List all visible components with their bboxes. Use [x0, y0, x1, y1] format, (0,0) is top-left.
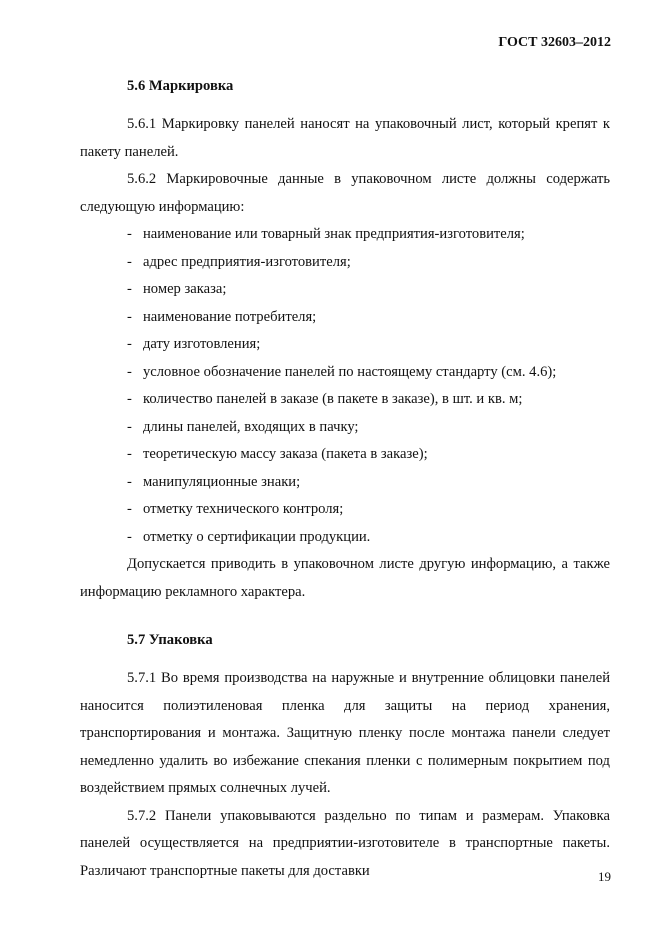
list-dash: - — [127, 253, 132, 270]
page-number: 19 — [598, 869, 611, 884]
clause-5-6-note: Допускается приводить в упаковочном листе другую информацию, а также информацию рекламного характера. — [80, 556, 610, 600]
clause-5-6-1: 5.6.1 Маркировку панелей наносят на упаковочный лист, который крепят к пакету панелей. — [80, 116, 610, 160]
list-item-text: номер заказа; — [143, 281, 227, 297]
clause-5-7-2: 5.7.2 Панели упаковываются раздельно по типам и размерам. Упаковка панелей осуществляется на предприятии-изготовителе в транспортные пакеты. Различают транспортные пакеты для доставки — [80, 807, 610, 879]
list-item — [80, 469, 610, 497]
list-item-text: количество панелей в заказе (в пакете в заказе), в шт. и кв. м; — [143, 391, 523, 407]
list-dash: - — [127, 391, 132, 407]
list-dash: - — [127, 528, 132, 545]
clause-5-7-1: 5.7.1 Во время производства на наружные и внутренние облицовки панелей наносится полиэтиленовая пленка для защиты на период хранения, транспортирования и монтажа. Защитную пленку после монтажа панели следует немедленно удалить во избежание спекания пленки с полимерным покрытием под воздействием прямых солнечных лучей. — [80, 670, 610, 796]
list-item-text: отметку о сертификации продукции. — [143, 528, 371, 545]
page-content — [80, 70, 610, 885]
list-item-text: наименование потребителя; — [143, 308, 317, 325]
list-dash: - — [127, 336, 132, 352]
list-item-text: теоретическую массу заказа (пакета в заказе); — [143, 446, 428, 462]
list-dash: - — [127, 363, 132, 380]
list-item — [80, 524, 610, 552]
list-item-text: отметку технического контроля; — [143, 501, 344, 517]
list-dash: - — [127, 308, 132, 325]
list-dash: - — [127, 281, 132, 297]
list-item — [80, 359, 610, 387]
list-dash: - — [127, 473, 132, 490]
list-item — [80, 304, 610, 332]
list-dash: - — [127, 501, 132, 517]
list-item-text: наименование или товарный знак предприятия-изготовителя; — [143, 226, 525, 242]
list-item-text: адрес предприятия-изготовителя; — [143, 253, 351, 270]
list-item-text: манипуляционные знаки; — [143, 473, 301, 490]
clause-5-6-2: 5.6.2 Маркировочные данные в упаковочном листе должны содержать следующую информацию: — [80, 171, 610, 215]
list-item — [80, 441, 610, 469]
list-dash: - — [127, 446, 132, 462]
list-item — [80, 249, 610, 277]
list-item-text: дату изготовления; — [143, 336, 261, 352]
section-5-7-title: 5.7 Упаковка — [127, 632, 213, 648]
list-dash: - — [127, 418, 132, 435]
list-item — [80, 496, 610, 524]
marking-data-list — [80, 221, 610, 551]
list-item — [80, 414, 610, 442]
list-item — [80, 221, 610, 249]
list-item — [80, 331, 610, 359]
standard-header: ГОСТ 32603–2012 — [498, 35, 611, 50]
list-dash: - — [127, 226, 132, 242]
list-item-text: длины панелей, входящих в пачку; — [143, 418, 359, 435]
list-item — [80, 276, 610, 304]
list-item-text: условное обозначение панелей по настоящему стандарту (см. 4.6); — [143, 363, 557, 380]
section-5-6-title: 5.6 Маркировка — [127, 78, 234, 94]
list-item — [80, 386, 610, 414]
